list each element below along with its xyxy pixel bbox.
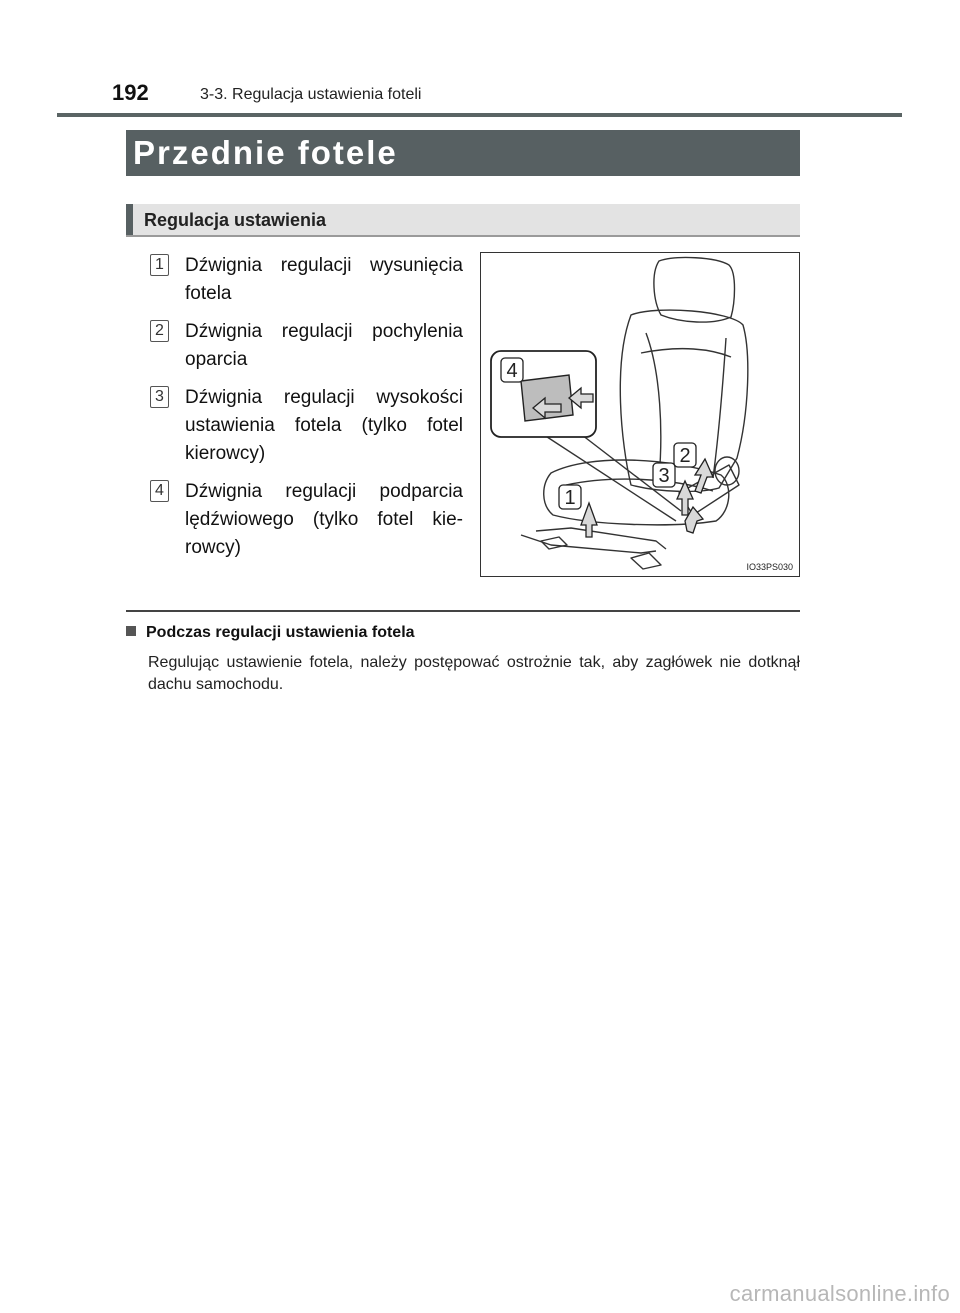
subsection-title: Regulacja ustawienia xyxy=(144,210,327,230)
note-body: Regulując ustawienie fotela, należy postępować ostrożnie tak, aby zagłówek nie dotknął dachu samochodu. xyxy=(148,654,800,693)
figure-code: IO33PS030 xyxy=(746,562,793,572)
list-item-number: 4 xyxy=(150,480,169,502)
list-item xyxy=(150,318,463,374)
watermark: carmanualsonline.info xyxy=(729,1281,950,1306)
header-rule xyxy=(57,113,902,117)
cushion-seam xyxy=(566,479,713,491)
lumbar-lever xyxy=(521,375,573,421)
callout-label-3: 3 xyxy=(658,465,670,487)
callout-label-1: 1 xyxy=(564,487,576,509)
seat-rail xyxy=(631,553,661,569)
page-title-bar xyxy=(126,130,800,176)
list-item-number: 2 xyxy=(150,320,169,342)
list-item-text: Dźwignia regulacji wysokości ustawienia fotela (tylko fotel kierowcy) xyxy=(185,387,463,464)
backrest-seam xyxy=(646,333,661,478)
list-item-text: Dźwignia regulacji podparcia lędźwiowego (tylko fotel kie-rowcy) xyxy=(185,481,463,558)
callout-label-2: 2 xyxy=(679,445,691,467)
list-item xyxy=(150,252,463,308)
backrest-seam xyxy=(641,349,731,357)
list-item-number: 3 xyxy=(150,386,169,408)
headrest-outline xyxy=(654,258,735,323)
list-item-text: Dźwignia regulacji wysunięcia fotela xyxy=(185,255,463,304)
subsection-header xyxy=(126,204,800,237)
list-item xyxy=(150,384,463,468)
list-item xyxy=(150,478,463,562)
section-header: 3-3. Regulacja ustawienia foteli xyxy=(200,86,422,103)
bullet-square-icon xyxy=(126,626,136,636)
seat-drawing xyxy=(481,253,799,575)
seat-illustration xyxy=(480,252,800,577)
callout-label-4: 4 xyxy=(506,360,518,382)
control-list xyxy=(150,252,463,572)
page-number: 192 xyxy=(112,80,149,105)
list-item-number: 1 xyxy=(150,254,169,276)
note-title-text: Podczas regulacji ustawienia fotela xyxy=(146,624,415,641)
page-title: Przednie fotele xyxy=(133,134,398,171)
subsection-accent xyxy=(126,204,133,235)
note-divider xyxy=(126,610,800,612)
note-title xyxy=(126,624,415,642)
list-item-text: Dźwignia regulacji pochylenia oparcia xyxy=(185,321,463,370)
